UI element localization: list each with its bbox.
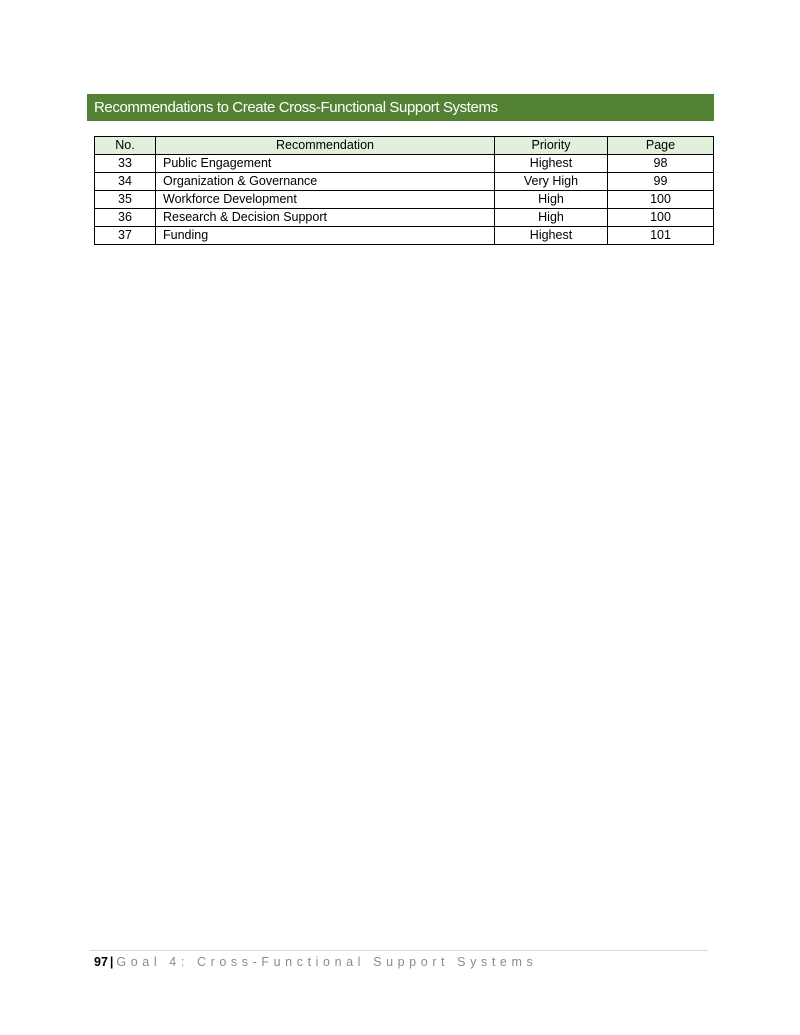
footer-title: Goal 4: Cross-Functional Support Systems bbox=[116, 955, 538, 969]
row-priority: Highest bbox=[495, 227, 608, 245]
table-header-row bbox=[95, 137, 714, 155]
recommendations-table bbox=[94, 136, 714, 245]
row-priority: High bbox=[495, 209, 608, 227]
footer-separator: | bbox=[109, 955, 114, 969]
column-header-priority: Priority bbox=[495, 137, 608, 155]
page-number: 97 bbox=[94, 955, 108, 969]
row-recommendation: Research & Decision Support bbox=[156, 209, 495, 227]
table-row bbox=[95, 173, 714, 191]
row-number: 35 bbox=[95, 191, 156, 209]
row-page: 101 bbox=[608, 227, 714, 245]
section-banner bbox=[87, 94, 714, 121]
table-row bbox=[95, 209, 714, 227]
row-page: 100 bbox=[608, 209, 714, 227]
row-recommendation: Funding bbox=[156, 227, 495, 245]
row-number: 36 bbox=[95, 209, 156, 227]
row-page: 100 bbox=[608, 191, 714, 209]
section-title: Recommendations to Create Cross-Functional Support Systems bbox=[94, 99, 498, 116]
row-priority: Highest bbox=[495, 155, 608, 173]
row-recommendation: Workforce Development bbox=[156, 191, 495, 209]
page-footer bbox=[94, 953, 537, 971]
table-row bbox=[95, 191, 714, 209]
row-priority: High bbox=[495, 191, 608, 209]
row-number: 33 bbox=[95, 155, 156, 173]
table-row bbox=[95, 155, 714, 173]
table-row bbox=[95, 227, 714, 245]
row-recommendation: Public Engagement bbox=[156, 155, 495, 173]
row-page: 99 bbox=[608, 173, 714, 191]
row-priority: Very High bbox=[495, 173, 608, 191]
column-header-number: No. bbox=[95, 137, 156, 155]
row-recommendation: Organization & Governance bbox=[156, 173, 495, 191]
row-number: 37 bbox=[95, 227, 156, 245]
column-header-recommendation: Recommendation bbox=[156, 137, 495, 155]
column-header-page: Page bbox=[608, 137, 714, 155]
footer-divider bbox=[90, 950, 708, 951]
row-page: 98 bbox=[608, 155, 714, 173]
row-number: 34 bbox=[95, 173, 156, 191]
